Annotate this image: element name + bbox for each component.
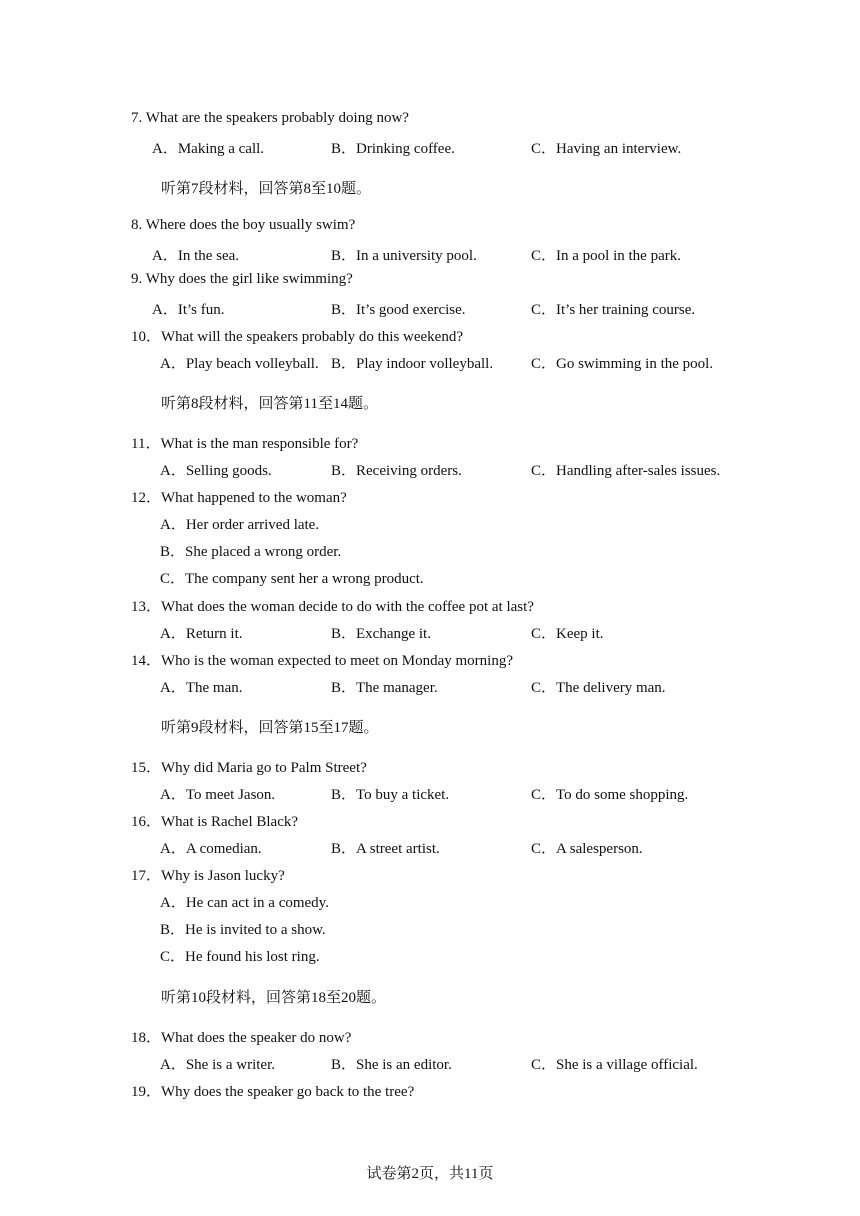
option-b: B．Drinking coffee. [331,141,455,157]
option-b: B．He is invited to a show. [160,922,326,938]
option-b: B．She placed a wrong order. [160,544,342,560]
question-prompt: 15．Why did Maria go to Palm Street? [131,760,367,776]
option-a: A．The man. [160,680,243,696]
option-b: B．In a university pool. [331,248,477,264]
question-8 [0,215,860,241]
question-8-options [0,242,860,268]
option-a: A．Return it. [160,626,243,642]
question-prompt: 17．Why is Jason lucky? [131,868,285,884]
option-a: A．Play beach volleyball. [160,356,319,372]
question-prompt: 7. What are the speakers probably doing now? [131,110,409,126]
option-c: C．Keep it. [531,626,604,642]
option-c: C．Having an interview. [531,141,682,157]
option-b: B．A street artist. [331,841,440,857]
question-17 [0,862,860,888]
question-10 [0,323,860,349]
question-17-option-c [0,943,860,969]
option-b: B．She is an editor. [331,1057,452,1073]
question-17-option-b [0,916,860,942]
question-prompt: 16．What is Rachel Black? [131,814,299,830]
question-14-options [0,674,860,700]
option-c: C．To do some shopping. [531,787,689,803]
section-heading [0,714,860,740]
question-16 [0,808,860,834]
question-10-options [0,350,860,376]
option-c: C．He found his lost ring. [160,949,320,965]
section-text: 听第10段材料，回答第18至20题。 [161,990,387,1006]
question-12-option-c [0,565,860,591]
question-9 [0,269,860,295]
question-prompt: 10．What will the speakers probably do this weekend? [131,329,463,345]
option-c: C．Handling after-sales issues. [531,463,721,479]
question-18-options [0,1051,860,1077]
option-a: A．In the sea. [152,248,240,264]
question-prompt: 18．What does the speaker do now? [131,1030,352,1046]
question-13 [0,593,860,619]
question-prompt: 8. Where does the boy usually swim? [131,217,356,233]
option-a: A．Making a call. [152,141,265,157]
question-9-options [0,296,860,322]
question-17-option-a [0,889,860,915]
question-prompt: 19．Why does the speaker go back to the tree? [131,1084,415,1100]
option-c: C．She is a village official. [531,1057,698,1073]
option-a: A．She is a writer. [160,1057,275,1073]
option-b: B．To buy a ticket. [331,787,450,803]
option-b: B．Receiving orders. [331,463,462,479]
section-text: 听第8段材料，回答第11至14题。 [161,396,378,412]
page-footer: 试卷第2页，共11页 [366,1166,494,1182]
option-c: C．The company sent her a wrong product. [160,571,424,587]
section-text: 听第7段材料，回答第8至10题。 [161,181,372,197]
question-prompt: 14．Who is the woman expected to meet on Monday morning? [131,653,513,669]
question-12 [0,484,860,510]
option-b: B．It’s good exercise. [331,302,466,318]
option-a: A．Her order arrived late. [160,517,320,533]
question-11 [0,430,860,456]
option-c: C．In a pool in the park. [531,248,681,264]
option-c: C．It’s her training course. [531,302,696,318]
question-14 [0,647,860,673]
section-heading [0,175,860,201]
question-12-option-b [0,538,860,564]
question-18 [0,1024,860,1050]
question-16-options [0,835,860,861]
question-15-options [0,781,860,807]
question-prompt: 9. Why does the girl like swimming? [131,271,353,287]
option-b: B．Exchange it. [331,626,431,642]
section-heading [0,390,860,416]
option-a: A．A comedian. [160,841,262,857]
question-prompt: 12．What happened to the woman? [131,490,347,506]
option-a: A．To meet Jason. [160,787,276,803]
question-prompt: 11．What is the man responsible for? [131,436,359,452]
question-15 [0,754,860,780]
option-a: A．Selling goods. [160,463,272,479]
option-b: B．Play indoor volleyball. [331,356,494,372]
section-heading [0,984,860,1010]
option-b: B．The manager. [331,680,438,696]
question-13-options [0,620,860,646]
section-text: 听第9段材料，回答第15至17题。 [161,720,379,736]
option-c: C．Go swimming in the pool. [531,356,714,372]
option-c: C．A salesperson. [531,841,643,857]
option-c: C．The delivery man. [531,680,666,696]
question-prompt: 13．What does the woman decide to do with the coffee pot at last? [131,599,534,615]
question-19 [0,1078,860,1104]
question-11-options [0,457,860,483]
question-12-option-a [0,511,860,537]
question-7 [0,108,860,134]
option-a: A．It’s fun. [152,302,225,318]
question-7-options [0,135,860,161]
option-a: A．He can act in a comedy. [160,895,329,911]
